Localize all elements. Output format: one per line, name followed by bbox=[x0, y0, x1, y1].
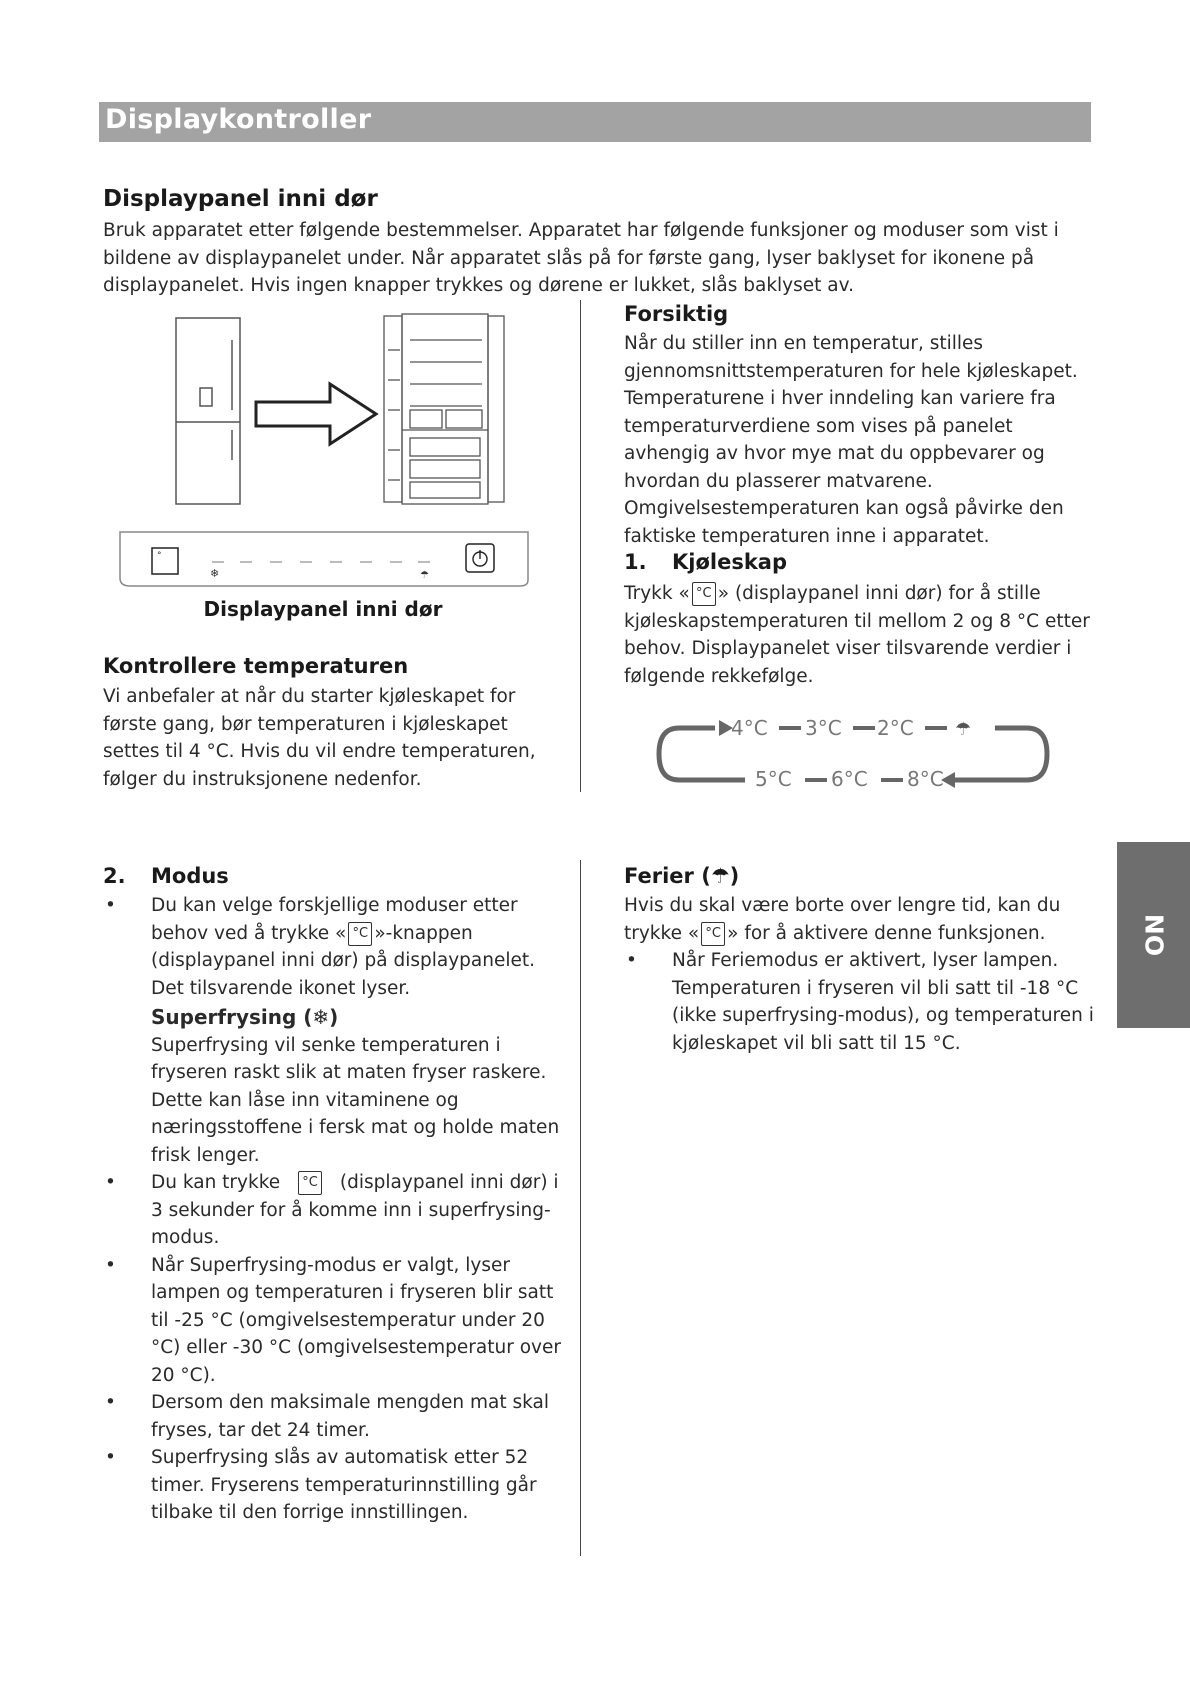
fridge-heading-text: Kjøleskap bbox=[672, 550, 788, 574]
fridge-illustration bbox=[170, 310, 510, 510]
temp-button-icon: °C bbox=[692, 582, 716, 606]
fridge-text-before: Trykk « bbox=[624, 583, 690, 604]
figure-caption: Displaypanel inni dør bbox=[203, 597, 443, 621]
control-temp-heading: Kontrollere temperaturen bbox=[103, 654, 409, 678]
snowflake-icon: ❄ bbox=[312, 1005, 330, 1029]
holiday-heading-end: ) bbox=[729, 864, 740, 888]
cycle-top-2: 3°C bbox=[805, 716, 842, 740]
section-banner bbox=[99, 102, 1091, 142]
superfreeze-heading-text: Superfrysing ( bbox=[151, 1005, 313, 1029]
snowflake-icon: ❄ bbox=[210, 567, 220, 580]
control-temp-text: Vi anbefaler at når du starter kjøleskapet for første gang, bør temperaturen i kjøleskapet settes til 4 °C. Hvis du vil endre temperaturen, følger du instruksjonene nedenfor. bbox=[103, 686, 536, 790]
mode-bullets-1 bbox=[103, 892, 573, 1527]
fridge-text-after: » (displaypanel inni dør) for å stille kjøleskapstemperaturen til mellom 2 og 8 °C etter behov. Displaypanelet viser tilsvarende verdier i følgende rekkefølge. bbox=[624, 583, 1090, 687]
mode-bullet-5: • Superfrysing slås av automatisk etter 52 timer. Fryserens temperaturinnstilling går tilbake til den forrige innstillingen. bbox=[103, 1444, 573, 1527]
mode-bullet-1-after: »-knappen (displaypanel inni dør) på displaypanelet. Det tilsvarende ikonet lyser. bbox=[151, 922, 535, 999]
mode-content bbox=[103, 892, 573, 1527]
holiday-bullet-1: • Når Feriemodus er aktivert, lyser lampen. Temperaturen i fryseren vil bli satt til -18 °C (ikke superfrysing-modus), og temperaturen i kjøleskapet vil bli satt til 15 °C. bbox=[624, 947, 1094, 1057]
mode-bullet-3: • Når Superfrysing-modus er valgt, lyser lampen og temperaturen i fryseren blir satt til -25 °C (omgivelsestemperatur under 20 °C) eller -30 °C (omgivelsestemperatur over 20 °C). bbox=[103, 1252, 573, 1390]
closed-fridge-drawing bbox=[176, 318, 240, 504]
open-fridge-drawing bbox=[384, 314, 504, 504]
mode-heading bbox=[103, 864, 229, 888]
holiday-text-before: Hvis du skal være borte over lengre tid, kan du trykke « bbox=[624, 895, 1061, 944]
superfreeze-heading-end: ) bbox=[329, 1005, 339, 1029]
banner-title: Displaykontroller bbox=[105, 104, 372, 135]
mode-number: 2. bbox=[103, 864, 126, 888]
arrow-icon bbox=[256, 384, 376, 444]
holiday-heading bbox=[624, 864, 739, 888]
holiday-text-after: » for å aktivere denne funksjonen. bbox=[727, 922, 1046, 944]
temp-button-icon: °C bbox=[348, 922, 372, 946]
fridge-heading bbox=[624, 550, 787, 574]
mode-bullet-2 bbox=[103, 1169, 573, 1252]
fridge-number: 1. bbox=[624, 550, 647, 574]
mode-heading-text: Modus bbox=[151, 864, 229, 888]
cycle-bottom-3: 8°C bbox=[907, 767, 944, 791]
mode-bullet-1 bbox=[103, 892, 573, 1169]
temp-button-icon: °C bbox=[701, 922, 725, 946]
intro-text: Bruk apparatet etter følgende bestemmelser. Apparatet har følgende funksjoner og moduser som vist i bildene av displaypanelet under. Når apparatet slås på for første gang, lyser baklyset for ikonene på displaypanelet. Hvis ingen knapper trykkes og dørene er lukket, slås baklyset av. bbox=[103, 220, 1059, 296]
cycle-bottom-1: 5°C bbox=[755, 767, 792, 791]
fridge-text bbox=[624, 580, 1094, 690]
superfreeze-heading bbox=[151, 1004, 573, 1032]
holiday-text bbox=[624, 892, 1094, 947]
svg-text:°: ° bbox=[157, 551, 162, 561]
display-panel-drawing bbox=[116, 530, 536, 590]
caution-text: Når du stiller inn en temperatur, stilles gjennomsnittstemperaturen for hele kjøleskapet. Temperaturene i hver inndeling kan variere fra temperaturverdiene som vises på panelet avhengig av hvor mye mat du oppbevarer og hvordan du plasserer matvarene. Omgivelsestemperaturen kan også påvirke den faktiske temperaturen inne i apparatet. bbox=[624, 333, 1078, 547]
mode-bullet-2-after: (displaypanel inni dør) i 3 sekunder for å komme inn i superfrysing-modus. bbox=[151, 1172, 559, 1248]
holiday-bullets bbox=[624, 947, 1094, 1057]
mode-bullet-1-before: Du kan velge forskjellige moduser etter behov ved å trykke « bbox=[151, 895, 518, 944]
language-tab-label: NO bbox=[1139, 913, 1168, 957]
holiday-icon: ☂ bbox=[420, 570, 429, 581]
holiday-icon: ☂ bbox=[710, 864, 730, 888]
holiday-icon: ☂ bbox=[955, 719, 972, 740]
mode-bullet-2-before: Du kan trykke bbox=[151, 1172, 281, 1193]
holiday-heading-text: Ferier ( bbox=[624, 864, 711, 888]
holiday-content bbox=[624, 892, 1094, 1057]
superfreeze-text: Superfrysing vil senke temperaturen i fryseren raskt slik at maten fryser raskere. Dette kan låse inn vitaminene og næringsstoffene i fersk mat og holde maten frisk lenger. bbox=[151, 1034, 560, 1166]
temp-button-icon bbox=[152, 548, 178, 574]
language-tab bbox=[1117, 842, 1190, 1028]
column-divider-bottom bbox=[580, 860, 581, 1556]
cycle-bottom-2: 6°C bbox=[831, 767, 868, 791]
temperature-cycle-diagram bbox=[655, 710, 1055, 800]
cycle-top-1: 4°C bbox=[731, 716, 768, 740]
column-divider-top bbox=[580, 300, 581, 792]
temp-button-icon: °C bbox=[298, 1171, 322, 1195]
mode-bullet-4: • Dersom den maksimale mengden mat skal fryses, tar det 24 timer. bbox=[103, 1389, 573, 1444]
cycle-top-3: 2°C bbox=[877, 716, 914, 740]
intro-heading: Displaypanel inni dør bbox=[103, 186, 378, 212]
caution-heading: Forsiktig bbox=[624, 302, 729, 326]
